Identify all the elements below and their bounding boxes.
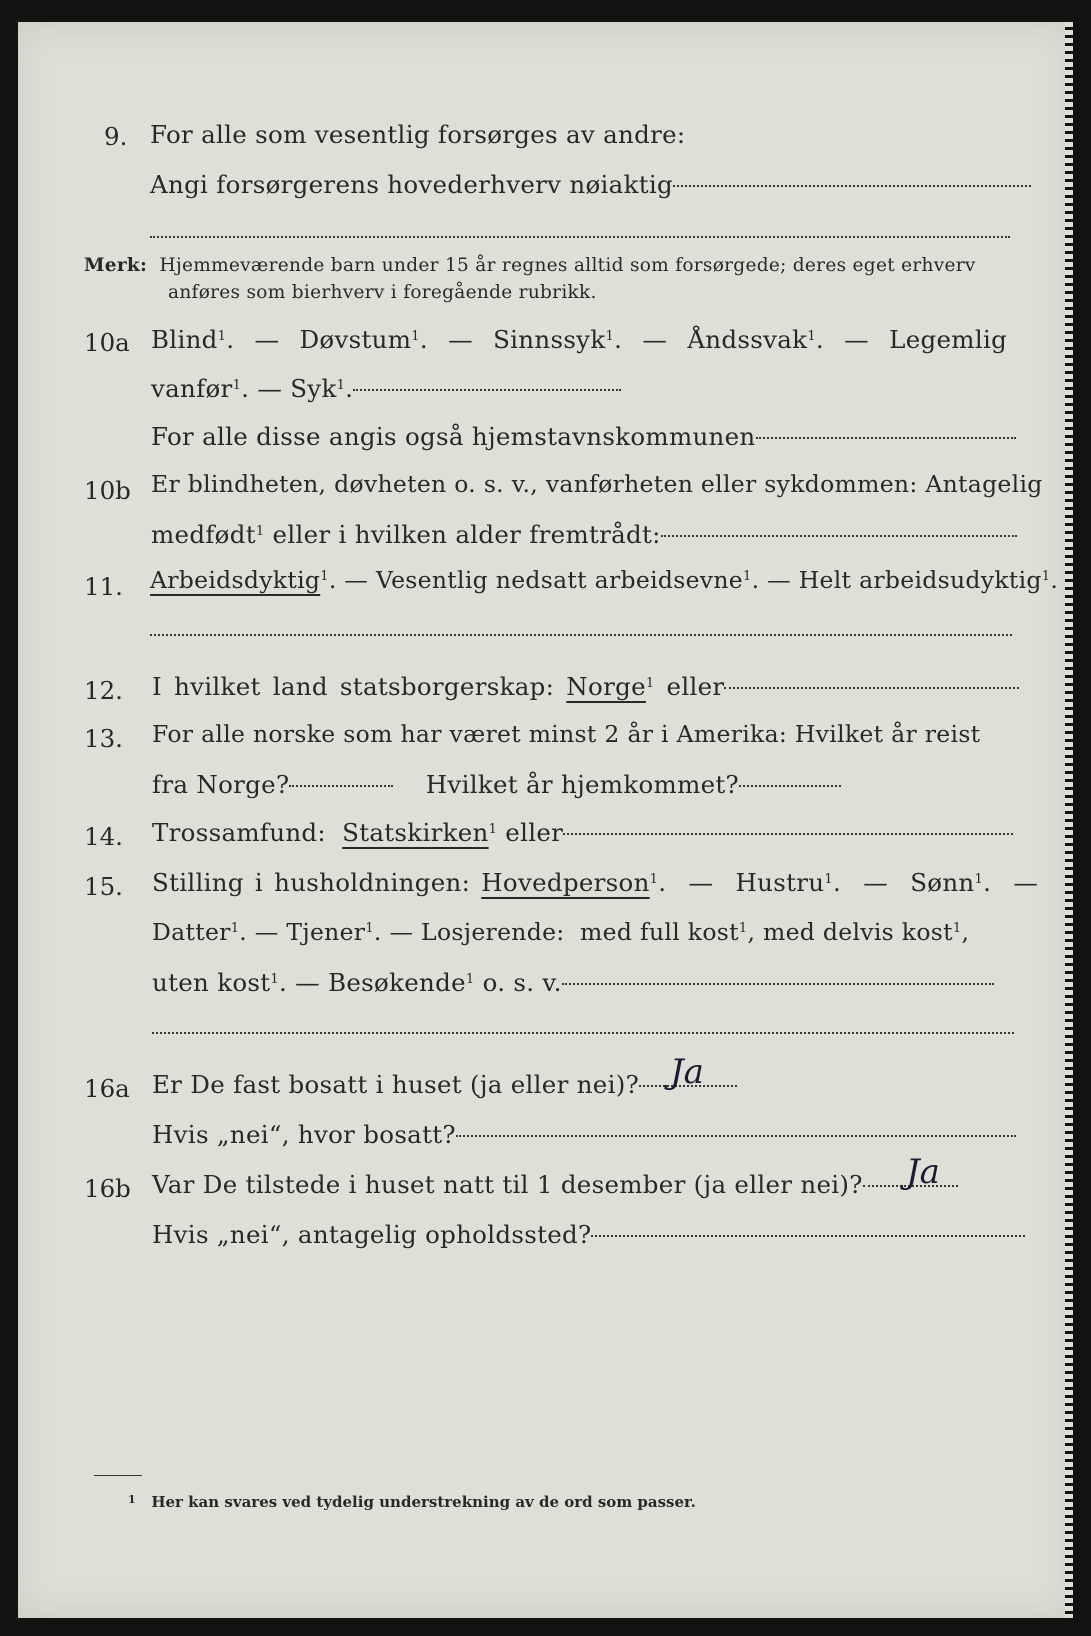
q15-number: 15. (84, 872, 123, 901)
q10a-line1: Blind$^1$. — Døvstum$^1$. — Sinnssyk$^1$. — Åndssvak$^1$. — Legemlig (151, 325, 1008, 354)
q16b-line2: Hvis „nei“, antagelig opholdssted? (152, 1220, 1025, 1249)
q13-line1: For alle norske som har været minst 2 år i Amerika: Hvilket år reist (152, 720, 981, 748)
q11-number: 11. (84, 572, 123, 601)
q10a-number: 10a (84, 328, 130, 357)
q10a-line3: For alle disse angis også hjemstavnskommunen (151, 422, 1016, 451)
q16a-handwritten-answer: Ja (670, 1052, 704, 1092)
merk-note-line2: anføres som bierhverv i foregående rubrikk. (168, 282, 597, 303)
q12-number: 12. (84, 676, 123, 705)
footnote: $^1$ Her kan svares ved tydelig understrekning av de ord som passer. (128, 1493, 696, 1511)
q13-line2: fra Norge? Hvilket år hjemkommet? (152, 770, 841, 799)
q14-number: 14. (84, 822, 123, 851)
q11-answer-rule (150, 634, 1012, 636)
q10a-line2: vanfør$^1$. — Syk$^1$. (151, 374, 621, 403)
q10b-line2: medfødt$^1$ eller i hvilken alder fremtrådt: (151, 520, 1017, 549)
q15-line1: Stilling i husholdningen: Hovedperson$^1$. — Hustru$^1$. — Sønn$^1$. — (152, 868, 1039, 897)
q16b-number: 16b (84, 1174, 131, 1203)
q11-selected-option: Arbeidsdyktig (150, 566, 321, 594)
q12-line: I hvilket land statsborgerskap: Norge$^1$ eller (152, 672, 1019, 701)
q16b-line1: Var De tilstede i huset natt til 1 desember (ja eller nei)? (152, 1170, 958, 1199)
q9-line1: For alle som vesentlig forsørges av andre: (150, 120, 686, 149)
q16a-line1: Er De fast bosatt i huset (ja eller nei)? (152, 1070, 737, 1099)
q9-line2: Angi forsørgerens hovederhverv nøiaktig (150, 170, 1031, 199)
q9-answer-rule (150, 236, 1010, 238)
q10b-number: 10b (84, 476, 131, 505)
merk-note-line1: Merk: Hjemmeværende barn under 15 år regnes alltid som forsørgede; deres eget erhverv (84, 255, 976, 276)
q14-line: Trossamfund: Statskirken$^1$ eller (152, 818, 1013, 847)
q15-answer-rule (152, 1032, 1014, 1034)
q15-line2: Datter$^1$. — Tjener$^1$. — Losjerende: med full kost$^1$, med delvis kost$^1$, (152, 918, 970, 946)
census-form-page (18, 22, 1073, 1618)
footnote-separator (94, 1475, 142, 1476)
q9-number: 9. (104, 122, 128, 151)
q16b-handwritten-answer: Ja (906, 1152, 940, 1192)
q12-selected-norge: Norge (566, 672, 646, 701)
q15-selected-hovedperson: Hovedperson (481, 868, 650, 897)
q10b-line1: Er blindheten, døvheten o. s. v., vanførheten eller sykdommen: Antagelig (151, 470, 1043, 498)
q14-selected-statskirken: Statskirken (342, 818, 489, 847)
q16a-line2: Hvis „nei“, hvor bosatt? (152, 1120, 1016, 1149)
perforated-edge (1065, 22, 1073, 1618)
q15-line3: uten kost$^1$. — Besøkende$^1$ o. s. v. (152, 968, 994, 997)
q11-line: Arbeidsdyktig$^1$. — Vesentlig nedsatt arbeidsevne$^1$. — Helt arbeidsudyktig$^1$. (150, 566, 1059, 594)
q16a-number: 16a (84, 1074, 130, 1103)
q13-number: 13. (84, 724, 123, 753)
